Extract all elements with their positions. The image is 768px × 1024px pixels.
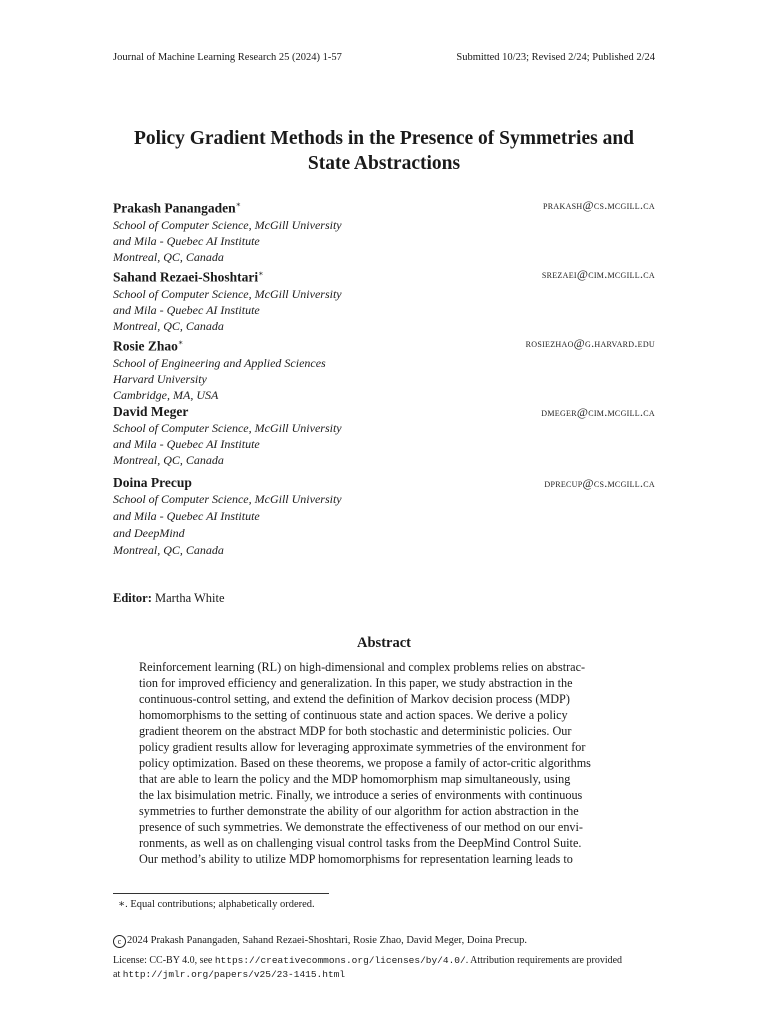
author-affiliation: School of Computer Science, McGill University and Mila - Quebec AI Institute and DeepMind Montreal, QC, Canada bbox=[113, 492, 342, 557]
author-affiliation: School of Computer Science, McGill University and Mila - Quebec AI Institute Montreal, QC, Canada bbox=[113, 421, 342, 467]
title-line-2: State Abstractions bbox=[307, 153, 461, 174]
abstract-line: Reinforcement learning (RL) on high-dimensional and complex problems relies on abstrac- bbox=[139, 660, 586, 674]
editor-line bbox=[113, 591, 225, 606]
equal-contribution-mark: ∗ bbox=[258, 269, 264, 278]
author-name: Prakash Panangaden∗ bbox=[113, 200, 242, 216]
author-affiliation: School of Computer Science, McGill University and Mila - Quebec AI Institute Montreal, QC, Canada bbox=[113, 217, 342, 264]
author-affiliation: School of Computer Science, McGill University and Mila - Quebec AI Institute Montreal, QC, Canada bbox=[113, 286, 342, 333]
author-email[interactable]: srezaei@cim.mcgill.ca bbox=[541, 267, 655, 281]
author-email[interactable]: dprecup@cs.mcgill.ca bbox=[544, 476, 655, 490]
paper-title bbox=[100, 126, 668, 176]
abstract-line: that are able to learn the policy and the MDP homomorphism map simultaneously, using bbox=[139, 772, 571, 786]
footnote: ∗. Equal contributions; alphabetically ordered. bbox=[118, 899, 315, 910]
copyright-text: 2024 Prakash Panangaden, Sahand Rezaei-Shoshtari, Rosie Zhao, David Meger, Doina Precup. bbox=[127, 935, 527, 946]
copyright-line bbox=[113, 935, 527, 948]
abstract-line: symmetries to further demonstrate the ability of our algorithm for action abstraction in the bbox=[139, 804, 579, 818]
license-note: License: CC-BY 4.0, see https://creativecommons.org/licenses/by/4.0/. Attribution requirements are provided at http://jmlr.org/papers/v25/23-1415.html bbox=[113, 955, 623, 980]
author-email[interactable]: prakash@cs.mcgill.ca bbox=[543, 198, 655, 212]
author-name: Sahand Rezaei-Shoshtari∗ bbox=[113, 269, 264, 285]
abstract-line: Our method’s ability to utilize MDP homomorphisms for representation learning leads to bbox=[139, 852, 573, 866]
abstract-line: policy optimization. Based on these theorems, we propose a family of actor-critic algorithms bbox=[139, 756, 591, 770]
author-name: Rosie Zhao∗ bbox=[113, 338, 184, 354]
author-block bbox=[113, 474, 655, 559]
equal-contribution-mark: ∗ bbox=[177, 338, 184, 347]
abstract-heading: Abstract bbox=[357, 635, 411, 651]
abstract-line: presence of such symmetries. We demonstrate the effectiveness of our method on our envi- bbox=[139, 820, 583, 834]
abstract-line: tion for improved efficiency and generalization. In this paper, we study abstraction in the bbox=[139, 676, 573, 690]
author-name: David Meger bbox=[113, 404, 189, 419]
author-block bbox=[113, 334, 655, 403]
submission-dates: Submitted 10/23; Revised 2/24; Published 2/24 bbox=[456, 52, 655, 63]
author-email[interactable]: rosiezhao@g.harvard.edu bbox=[525, 336, 655, 350]
editor-label: Editor: bbox=[113, 591, 152, 605]
author-block bbox=[113, 265, 655, 334]
author-email[interactable]: dmeger@cim.mcgill.ca bbox=[541, 405, 655, 419]
footnote-rule bbox=[113, 893, 329, 894]
editor-name: Martha White bbox=[155, 591, 225, 605]
copyright-icon: c bbox=[113, 935, 126, 948]
author-name: Doina Precup bbox=[113, 475, 192, 490]
abstract-line: ronments, as well as on challenging visual control tasks from the DeepMind Control Suite. bbox=[139, 836, 582, 850]
author-affiliation: School of Engineering and Applied Sciences Harvard University Cambridge, MA, USA bbox=[113, 355, 326, 402]
abstract-line: gradient theorem on the abstract MDP for both stochastic and deterministic policies. Our bbox=[139, 724, 572, 738]
journal-header: Journal of Machine Learning Research 25 (2024) 1-57 bbox=[113, 52, 342, 63]
equal-contribution-mark: ∗ bbox=[235, 200, 242, 209]
abstract-line: policy gradient results allow for leveraging approximate symmetries of the environment for bbox=[139, 740, 586, 754]
abstract-line: continuous-control setting, and extend the definition of Markov decision process (MDP) bbox=[139, 692, 570, 706]
license-link[interactable]: https://creativecommons.org/licenses/by/4.0/ bbox=[214, 955, 466, 966]
abstract-line: the lax bisimulation metric. Finally, we introduce a series of environments with continuous bbox=[139, 788, 583, 802]
author-block bbox=[113, 403, 655, 468]
abstract-line: homomorphisms to the setting of continuous state and action spaces. We derive a policy bbox=[139, 708, 568, 722]
paper-link[interactable]: http://jmlr.org/papers/v25/23-1415.html bbox=[122, 969, 346, 980]
title-line-1: Policy Gradient Methods in the Presence of Symmetries and bbox=[133, 128, 635, 149]
author-block bbox=[113, 196, 655, 265]
